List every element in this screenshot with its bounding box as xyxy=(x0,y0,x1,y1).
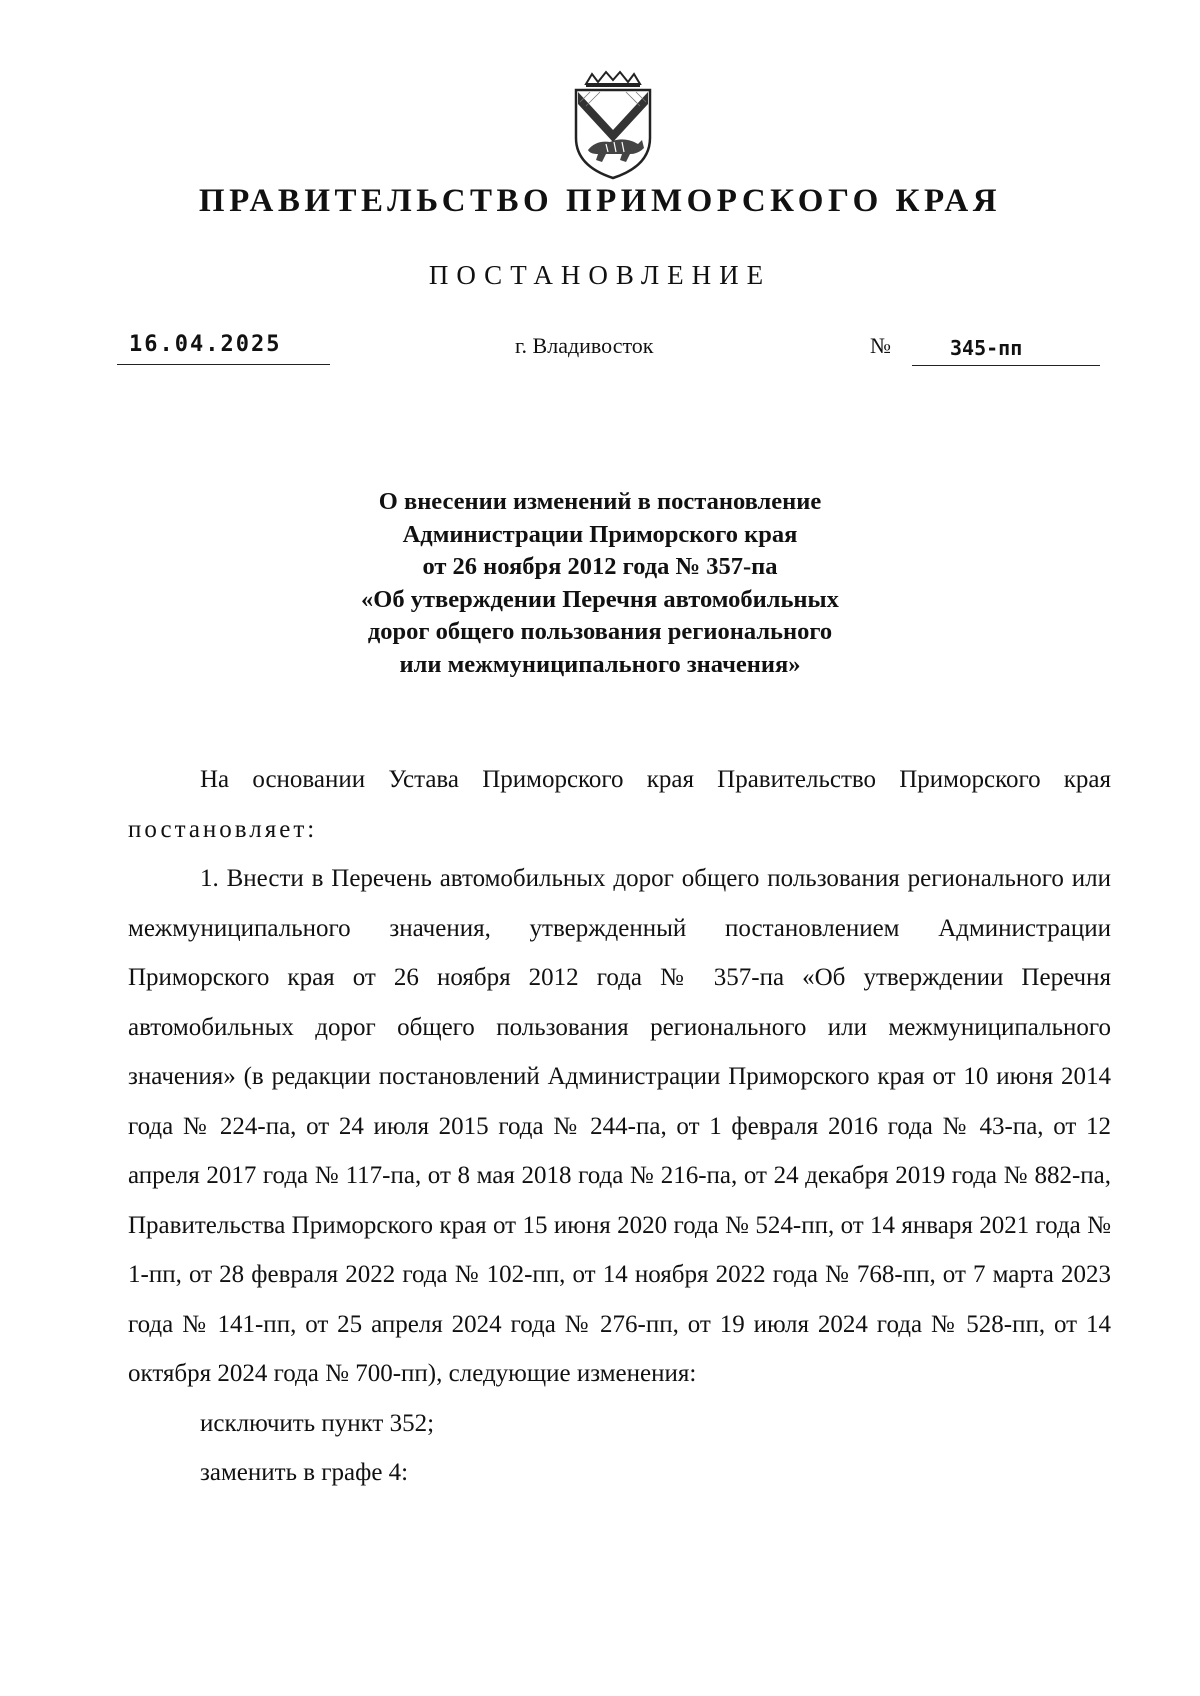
subject-line: О внесении изменений в постановление xyxy=(378,488,822,515)
subject-line: или межмуниципального значения» xyxy=(399,650,801,678)
primorsky-coat-of-arms-icon xyxy=(566,70,660,182)
government-title: ПРАВИТЕЛЬСТВО ПРИМОРСКОГО КРАЯ xyxy=(198,183,1002,219)
list-item: исключить пункт 352; xyxy=(200,1409,435,1437)
preamble-paragraph xyxy=(128,755,1111,854)
document-type: ПОСТАНОВЛЕНИЕ xyxy=(428,260,772,290)
document-date: 16.04.2025 xyxy=(117,332,330,365)
document-number: 345-пп xyxy=(912,336,1100,366)
document-subject xyxy=(0,486,1200,681)
document-body xyxy=(128,755,1111,1498)
preamble-text: На основании Устава Приморского края Правительство Приморского края xyxy=(200,766,1111,793)
document-city: г. Владивосток xyxy=(515,333,654,358)
subject-line: Администрации Приморского края xyxy=(402,520,798,548)
point-1-paragraph: 1. Внести в Перечень автомобильных дорог общего пользования регионального или межмуниципального значения, утвержденный постановлением Администрации Приморского края от 26 ноября 2012 года № 357-па «Об утверждении Перечня автомобильных дорог общего пользования регионального или межмуниципального значения» (в редакции постановлений Администрации Приморского края от 10 июня 2014 года № 224-па, от 24 июля 2015 года № 244-па, от 1 февраля 2016 года № 43-па, от 12 апреля 2017 года № 117-па, от 8 мая 2018 года № 216-па, от 24 декабря 2019 года № 882-па, Правительства Приморского края от 15 июня 2020 года № 524-пп, от 14 января 2021 года № 1-пп, от 28 февраля 2022 года № 102-пп, от 14 ноября 2022 года № 768-пп, от 7 марта 2023 года № 141-пп, от 25 апреля 2024 года № 276-пп, от 19 июля 2024 года № 528-пп, от 14 октября 2024 года № 700-пп), следующие изменения: xyxy=(128,865,1111,1387)
list-item: заменить в графе 4: xyxy=(200,1459,409,1486)
subject-line: «Об утверждении Перечня автомобильных xyxy=(361,585,839,613)
subject-line: дорог общего пользования регионального xyxy=(367,618,833,645)
subject-line: от 26 ноября 2012 года № 357-па xyxy=(422,553,778,580)
preamble-verb: постановляет: xyxy=(128,815,318,843)
number-sign: № xyxy=(870,333,891,358)
